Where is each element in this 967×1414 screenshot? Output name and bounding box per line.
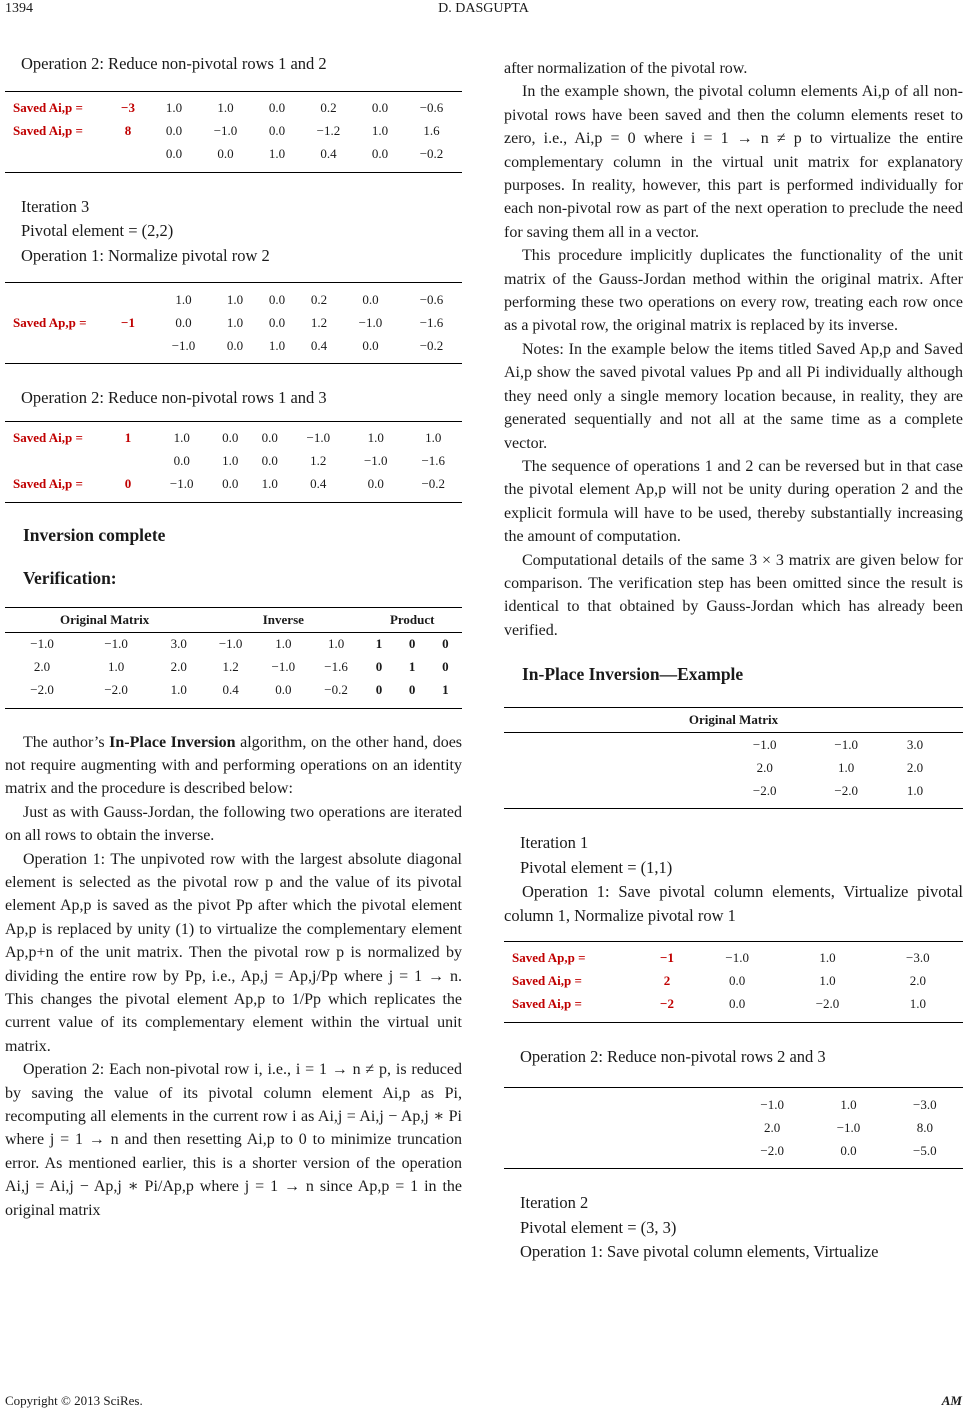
matrix-row bbox=[5, 473, 462, 496]
matrix-cell: 0.0 bbox=[261, 453, 278, 468]
right-column bbox=[504, 57, 963, 1265]
matrix-cell: 2.0 bbox=[33, 659, 51, 674]
iteration-3-label: Iteration 3 bbox=[21, 196, 90, 216]
op1-3-table-wrap bbox=[5, 282, 462, 364]
matrix-cell: 0.0 bbox=[173, 453, 190, 468]
matrix-cell: 3.0 bbox=[170, 636, 187, 651]
verification-heading: Verification: bbox=[23, 567, 117, 588]
matrix-cell: 0 bbox=[408, 636, 416, 651]
paragraph-procedure: This procedure implicitly duplicates the functionality of the unit matrix of the Gauss-Jordan method within the original matrix. After performing these two operations on every row, treating each row once as a pivotal row, the original matrix is replaced by its inverse. bbox=[504, 247, 963, 335]
matrix-cell: 0.4 bbox=[320, 146, 337, 161]
saved-value: 2 bbox=[663, 973, 671, 989]
saved-label: Saved Ai,p = bbox=[13, 100, 83, 115]
matrix-cell: −1.0 bbox=[836, 1119, 861, 1135]
matrix-cell: −2.0 bbox=[104, 682, 128, 697]
journal-abbrev: AM bbox=[941, 1393, 962, 1408]
matrix-cell: −1.0 bbox=[213, 123, 238, 138]
matrix-cell: −1.2 bbox=[316, 123, 341, 138]
matrix-cell: −1.6 bbox=[421, 453, 446, 468]
matrix-cell: 1.0 bbox=[327, 636, 345, 651]
saved-value: −3 bbox=[121, 100, 135, 115]
verification-table bbox=[5, 608, 462, 702]
saved-label: Saved Ap,p = bbox=[512, 950, 586, 966]
matrix-cell: 1.0 bbox=[906, 782, 924, 798]
matrix-cell: 1.0 bbox=[165, 100, 183, 115]
matrix-cell: 1.0 bbox=[367, 430, 384, 445]
matrix-cell: 0 bbox=[375, 659, 383, 674]
matrix-cell: 1 bbox=[375, 636, 383, 651]
matrix-cell: 0.0 bbox=[165, 123, 183, 138]
matrix-row bbox=[504, 1116, 963, 1139]
paragraph-operation-1: Operation 1: The unpivoted row with the largest absolute diagonal element is selected as the pivotal row p and the value of its pivotal element Ap,p is saved as the pivot Pp after which the pivotal element Ap,p is replaced by unity (1) to virtualize the complementary element Ap,p+n of the unit matrix. Then the pivotal row p is normalized by dividing the entire row by Pp, i.e., Ap,j = Ap,j/Pp where j = 1 → n. This changes the pivotal element Ap,p to 1/Pp which replicates the current value of its complementary element within the virtual unit matrix. bbox=[5, 850, 462, 1055]
pivot-1-label: Pivotal element = (1,1) bbox=[520, 857, 673, 877]
matrix-cell: 0.0 bbox=[275, 682, 292, 697]
matrix-row bbox=[504, 756, 963, 779]
paragraph-operation-2: Operation 2: Each non-pivotal row i, i.e., i = 1 → n ≠ p, is reduced by saving the value of its pivotal column element Ai,p as Pi, recomputing all elements in the current row i as Ai,j = Ai,j − Ap,j ∗ Pi where j = 1 → n and then resetting Ai,p to 0 to minimize truncation error. As mentioned earlier, this is a shorter version of the operation Ai,j = Ai,j − Ap,j ∗ Pi/Ap,p where j = 1 → n since Ap,p = 1 in the original matrix bbox=[5, 1061, 462, 1219]
matrix-cell: 0 bbox=[375, 682, 383, 697]
header-inverse: Inverse bbox=[204, 608, 362, 633]
matrix-cell: 0.4 bbox=[310, 337, 328, 353]
saved-value bbox=[103, 143, 153, 166]
paragraph-after-normalization: after normalization of the pivotal row. bbox=[504, 60, 748, 77]
op2-b-label: Operation 2: Reduce non-pivotal rows 1 and 3 bbox=[21, 388, 327, 407]
matrix-cell: 0.0 bbox=[175, 314, 192, 330]
matrix-row bbox=[504, 1139, 963, 1162]
paragraph-sequence: The sequence of operations 1 and 2 can be reversed but in that case the pivotal element Ap,p will not be unity during operation 2 and the explicit formula will have to be used, thereby substantially increasing the amount of computation. bbox=[504, 457, 963, 546]
op2-1-table bbox=[504, 1093, 963, 1162]
op1-1-table-wrap bbox=[504, 941, 963, 1023]
matrix-cell: 1.2 bbox=[222, 659, 239, 674]
op2-1-table-wrap bbox=[504, 1087, 963, 1169]
matrix-cell: 1.2 bbox=[310, 453, 327, 468]
matrix-row bbox=[5, 334, 462, 357]
matrix-cell: 0.4 bbox=[310, 476, 327, 491]
matrix-cell: 1.0 bbox=[819, 973, 836, 989]
matrix-row bbox=[5, 311, 462, 334]
matrix-cell: −1.0 bbox=[30, 636, 54, 651]
matrix-cell: 0.0 bbox=[261, 430, 278, 445]
pivot-2-label: Pivotal element = (3, 3) bbox=[520, 1217, 677, 1237]
matrix-cell: −3.0 bbox=[906, 950, 930, 966]
matrix-cell: −1.0 bbox=[104, 636, 128, 651]
matrix-cell: 2.0 bbox=[909, 973, 926, 989]
original-matrix-table bbox=[504, 708, 963, 802]
matrix-cell: −0.6 bbox=[419, 100, 444, 115]
paragraph-computational-details: Computational details of the same 3 × 3 matrix are given below for comparison. The verification step has been omitted since the result is identical to that obtained by Gauss-Jordan which has already been verified. bbox=[504, 551, 963, 639]
op1-1-table bbox=[504, 947, 963, 1016]
matrix-cell: 0.0 bbox=[362, 291, 379, 307]
matrix-cell: 0.0 bbox=[371, 146, 389, 161]
matrix-cell: −2.0 bbox=[834, 782, 858, 798]
matrix-cell: −2.0 bbox=[760, 1142, 784, 1158]
matrix-row bbox=[504, 1093, 963, 1116]
matrix-cell: 0.4 bbox=[222, 682, 239, 697]
matrix-cell: 2.0 bbox=[764, 1119, 781, 1135]
op2-a-table bbox=[5, 97, 462, 166]
original-matrix-table-wrap bbox=[504, 707, 963, 809]
header-original-matrix-right: Original Matrix bbox=[504, 708, 963, 733]
saved-label: Saved Ai,p = bbox=[512, 996, 582, 1012]
matrix-cell: 1.0 bbox=[268, 337, 286, 353]
saved-value bbox=[103, 450, 153, 473]
matrix-cell: 1.0 bbox=[268, 146, 286, 161]
paragraph-notes: Notes: In the example below the items titled Saved Ap,p and Saved Ai,p show the saved pivotal values Pp and all Pi individually although they need only a single memory location because, in reality, they are generated sequentially and not all at the same time as a complete vector. bbox=[504, 340, 963, 452]
matrix-cell: 0.0 bbox=[226, 337, 244, 353]
matrix-cell: −1.0 bbox=[725, 950, 749, 966]
matrix-cell: 1.0 bbox=[226, 314, 244, 330]
saved-label: Saved Ai,p = bbox=[13, 123, 83, 138]
saved-label: Saved Ai,p = bbox=[512, 973, 582, 989]
matrix-cell: 1.0 bbox=[173, 430, 190, 445]
matrix-cell: 1 bbox=[408, 659, 416, 674]
running-author: D. DASGUPTA bbox=[438, 1, 529, 16]
paragraph-example-shown: In the example shown, the pivotal column elements Ai,p of all non-pivotal rows have been saved and then the column elements reset to zero, i.e., Ai,p = 0 where i = 1 → n ≠ p to virtualize the entire complementary column in the virtual unit matrix for explanatory purposes. In reality, however, this part is performed individually for each non-pivotal row as part of the next operation to preclude the need for saving them all in a vector. bbox=[504, 83, 963, 241]
example-title: In-Place Inversion—Example bbox=[522, 664, 744, 685]
matrix-row bbox=[5, 632, 462, 656]
op2-a-label: Operation 2: Reduce non-pivotal rows 1 and 2 bbox=[21, 54, 327, 73]
paragraph-gauss-jordan: Just as with Gauss-Jordan, the following two operations are iterated on all rows to obtain the inverse. bbox=[5, 803, 462, 845]
saved-value: −2 bbox=[660, 996, 674, 1012]
matrix-row bbox=[5, 450, 462, 473]
op1-2-label: Operation 1: Save pivotal column elements, Virtualize bbox=[520, 1242, 879, 1262]
matrix-row bbox=[504, 733, 963, 757]
para1-text-a: The author’s bbox=[23, 733, 110, 751]
op1-3-table bbox=[5, 288, 462, 357]
matrix-cell: 1.0 bbox=[371, 123, 389, 138]
matrix-row bbox=[5, 143, 462, 166]
op2-b-table-wrap bbox=[5, 421, 462, 503]
saved-value bbox=[103, 288, 153, 311]
matrix-cell: 1.0 bbox=[425, 430, 442, 445]
matrix-cell: 0.0 bbox=[165, 146, 183, 161]
matrix-cell: 0.0 bbox=[268, 291, 286, 307]
saved-value: 0 bbox=[124, 476, 132, 491]
matrix-cell: 1.0 bbox=[840, 1096, 857, 1112]
page-header bbox=[0, 0, 967, 24]
para1-bold: In-Place Inversion bbox=[109, 733, 236, 751]
matrix-row bbox=[504, 779, 963, 802]
matrix-cell: −1.0 bbox=[271, 659, 296, 674]
matrix-row bbox=[504, 970, 963, 993]
matrix-cell: 1.0 bbox=[175, 291, 192, 307]
iteration-2-label: Iteration 2 bbox=[520, 1193, 589, 1213]
matrix-cell: −1.0 bbox=[218, 636, 243, 651]
matrix-row bbox=[5, 679, 462, 702]
matrix-row bbox=[5, 120, 462, 143]
matrix-cell: 0.0 bbox=[268, 123, 286, 138]
matrix-cell: 1.0 bbox=[217, 100, 234, 115]
matrix-cell: 0.0 bbox=[217, 146, 234, 161]
paragraph-in-place-intro bbox=[5, 731, 462, 801]
matrix-cell: −0.2 bbox=[324, 682, 348, 697]
matrix-cell: 0.0 bbox=[371, 100, 389, 115]
matrix-cell: 0.0 bbox=[222, 430, 239, 445]
matrix-cell: 0.2 bbox=[310, 291, 328, 307]
matrix-cell: 1.2 bbox=[310, 314, 328, 330]
matrix-cell: −1.0 bbox=[306, 430, 331, 445]
matrix-cell: −1.6 bbox=[324, 659, 348, 674]
saved-value bbox=[103, 334, 153, 357]
matrix-row bbox=[5, 656, 462, 679]
saved-label bbox=[5, 288, 103, 311]
pivot-3-label: Pivotal element = (2,2) bbox=[21, 221, 174, 240]
matrix-cell: −1.0 bbox=[760, 1096, 784, 1112]
matrix-cell: −0.6 bbox=[419, 291, 444, 307]
matrix-cell: −3.0 bbox=[913, 1096, 937, 1112]
matrix-cell: −2.0 bbox=[815, 996, 840, 1012]
matrix-cell: 1.0 bbox=[226, 291, 244, 307]
matrix-cell: 1.6 bbox=[423, 123, 440, 138]
saved-label: Saved Ai,p = bbox=[13, 476, 83, 491]
matrix-cell: 1.0 bbox=[838, 759, 855, 775]
matrix-cell: 0.0 bbox=[367, 476, 384, 491]
matrix-cell: 1.0 bbox=[261, 476, 278, 491]
iteration-1-label: Iteration 1 bbox=[520, 833, 589, 853]
matrix-row bbox=[504, 947, 963, 970]
matrix-cell: 1 bbox=[442, 682, 449, 697]
matrix-cell: 1.0 bbox=[909, 996, 926, 1012]
op2-1-label: Operation 2: Reduce non-pivotal rows 2 and 3 bbox=[520, 1046, 826, 1066]
matrix-cell: −2.0 bbox=[30, 682, 54, 697]
matrix-cell: −1.0 bbox=[358, 314, 383, 330]
matrix-row bbox=[5, 288, 462, 311]
matrix-cell: −1.0 bbox=[363, 453, 388, 468]
matrix-cell: 2.0 bbox=[906, 759, 924, 775]
matrix-cell: −1.0 bbox=[169, 476, 194, 491]
inversion-complete-heading: Inversion complete bbox=[23, 524, 166, 545]
matrix-cell: 3.0 bbox=[906, 736, 924, 752]
matrix-cell: 0.0 bbox=[268, 314, 286, 330]
matrix-cell: 0.0 bbox=[268, 100, 286, 115]
matrix-cell: 8.0 bbox=[916, 1119, 933, 1135]
saved-value: 8 bbox=[124, 123, 132, 138]
header-product: Product bbox=[362, 608, 462, 633]
matrix-cell: 1.0 bbox=[222, 453, 239, 468]
matrix-cell: −5.0 bbox=[913, 1142, 937, 1158]
matrix-cell: 1.0 bbox=[107, 659, 125, 674]
matrix-cell: 2.0 bbox=[170, 659, 187, 674]
matrix-cell: −0.2 bbox=[419, 146, 444, 161]
matrix-row bbox=[5, 97, 462, 120]
saved-value: −1 bbox=[121, 314, 135, 330]
saved-label bbox=[5, 450, 103, 473]
matrix-cell: 0 bbox=[442, 636, 449, 651]
matrix-row bbox=[5, 427, 462, 450]
matrix-cell: 0 bbox=[442, 659, 449, 674]
page-number: 1394 bbox=[5, 1, 33, 16]
op2-b-table bbox=[5, 427, 462, 496]
saved-label: Saved Ai,p = bbox=[13, 430, 83, 445]
matrix-cell: 0.0 bbox=[729, 996, 746, 1012]
matrix-cell: 0 bbox=[408, 682, 416, 697]
matrix-cell: −0.2 bbox=[419, 337, 444, 353]
copyright: Copyright © 2013 SciRes. bbox=[5, 1393, 143, 1408]
op1-3-label: Operation 1: Normalize pivotal row 2 bbox=[21, 245, 270, 265]
matrix-cell: 2.0 bbox=[756, 759, 773, 775]
op1-1-label: Operation 1: Save pivotal column elements, Virtualize pivotal column 1, Normalize pivotal row 1 bbox=[504, 882, 963, 925]
para1-text-c: algorithm, on the other hand, does not require augmenting with and performing operations on an identity matrix and the procedure is described below: bbox=[5, 733, 463, 798]
matrix-cell: 0.2 bbox=[320, 100, 337, 115]
left-column bbox=[5, 52, 462, 1222]
matrix-cell: 0.0 bbox=[729, 973, 746, 989]
matrix-cell: 1.0 bbox=[275, 636, 292, 651]
matrix-cell: −1.6 bbox=[419, 314, 444, 330]
op2-a-table-wrap bbox=[5, 91, 462, 173]
matrix-cell: 0.0 bbox=[840, 1142, 857, 1158]
matrix-cell: −2.0 bbox=[752, 782, 777, 798]
header-original-matrix: Original Matrix bbox=[5, 608, 204, 633]
saved-label: Saved Ap,p = bbox=[13, 314, 87, 330]
saved-label bbox=[5, 143, 103, 166]
saved-value: 1 bbox=[124, 430, 132, 445]
matrix-cell: −1.0 bbox=[834, 736, 858, 752]
matrix-cell: −0.2 bbox=[421, 476, 446, 491]
verification-table-wrap bbox=[5, 607, 462, 709]
saved-label bbox=[5, 334, 103, 357]
matrix-cell: −1.0 bbox=[752, 736, 777, 752]
matrix-cell: 1.0 bbox=[819, 950, 836, 966]
matrix-cell: 0.0 bbox=[222, 476, 239, 491]
matrix-cell: 1.0 bbox=[170, 682, 187, 697]
saved-value: −1 bbox=[660, 950, 674, 966]
matrix-cell: 0.0 bbox=[362, 337, 379, 353]
matrix-row bbox=[504, 993, 963, 1016]
matrix-cell: −1.0 bbox=[171, 337, 196, 353]
